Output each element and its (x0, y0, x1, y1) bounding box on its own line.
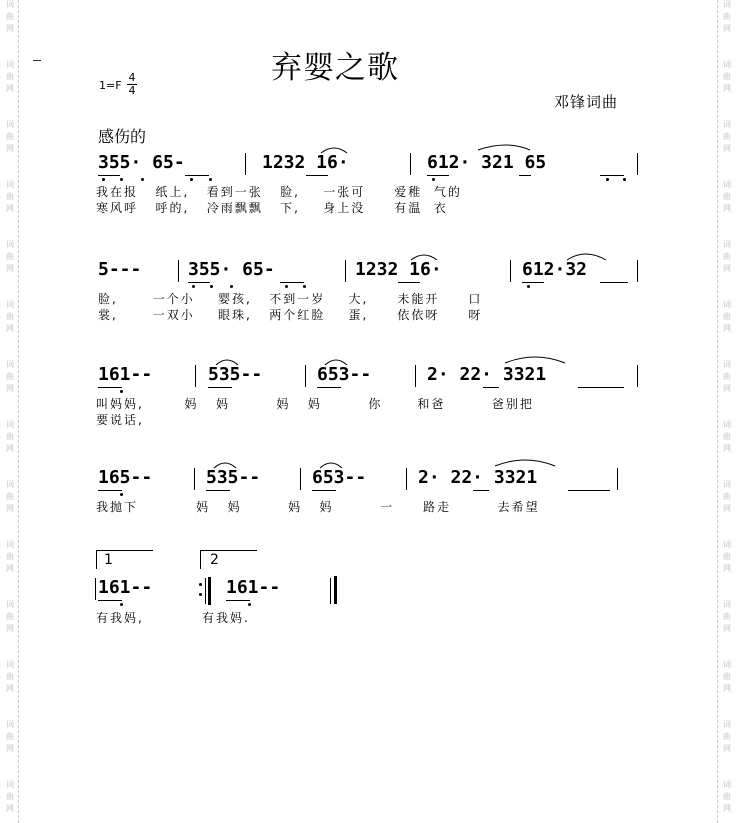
watermark-glyph: 网 (723, 24, 731, 33)
time-signature-top: 4 (128, 71, 136, 84)
measure: 5--- (98, 259, 142, 280)
watermark-glyph: 曲 (723, 12, 731, 21)
watermark-glyph: 曲 (6, 252, 14, 261)
first-ending-number: 1 (104, 552, 113, 568)
tempo-marking: 感伤的 (98, 127, 147, 146)
slur (321, 148, 347, 153)
watermark-glyph: 词 (6, 420, 14, 429)
second-ending-number: 2 (210, 552, 219, 568)
watermark-glyph: 词 (723, 420, 731, 429)
measure: 2· 22· 3321 (427, 364, 547, 385)
lyric-verse-1: 我在报 纸上, 看到一张 脸, 一张可 爱稚 气的 (96, 185, 462, 199)
slur (325, 360, 347, 365)
watermark-glyph: 曲 (723, 312, 731, 321)
song-title: 弃婴之歌 (271, 50, 399, 86)
watermark-glyph: 网 (6, 684, 14, 693)
measure: 1232 16· (262, 152, 349, 173)
key-signature: 1=F (99, 79, 122, 92)
watermark-glyph: 曲 (723, 252, 731, 261)
watermark-glyph: 网 (723, 144, 731, 153)
watermark-glyph: 网 (723, 384, 731, 393)
watermark-glyph: 曲 (6, 192, 14, 201)
watermark-glyph: 曲 (723, 192, 731, 201)
watermark-glyph: 词 (723, 540, 731, 549)
watermark-glyph: 网 (723, 804, 731, 813)
lyric-verse-2: 寒风呼 呼的, 冷雨飘飘 下, 身上没 有温 衣 (96, 201, 448, 215)
watermark-glyph: 网 (723, 504, 731, 513)
watermark-glyph: 曲 (723, 132, 731, 141)
watermark-glyph: 曲 (723, 732, 731, 741)
watermark-glyph: 词 (723, 780, 731, 789)
watermark-glyph: 曲 (6, 132, 14, 141)
lyric-verse-1: 我抛下 妈 妈 妈 妈 一 路走 去希望 (96, 500, 540, 514)
watermark-glyph: 词 (6, 300, 14, 309)
measure: 165-- (98, 467, 153, 488)
watermark-glyph: 网 (6, 804, 14, 813)
lyric-verse-2: 要说话, (96, 413, 144, 427)
measure: 355· 65- (188, 259, 275, 280)
watermark-glyph: 曲 (6, 12, 14, 21)
watermark-glyph: 曲 (6, 672, 14, 681)
watermark-glyph: 曲 (6, 432, 14, 441)
watermark-glyph: 词 (723, 720, 731, 729)
measure: 612·32 (522, 259, 588, 280)
measure: 161-- (98, 577, 153, 598)
watermark-glyph: 曲 (723, 552, 731, 561)
measure: 161-- (226, 577, 281, 598)
measure: 653-- (312, 467, 367, 488)
slur (495, 460, 555, 466)
slur (216, 360, 238, 365)
watermark-glyph: 曲 (6, 372, 14, 381)
watermark-glyph: 词 (6, 600, 14, 609)
measure: 535-- (208, 364, 263, 385)
watermark-glyph: 曲 (6, 792, 14, 801)
slur (411, 255, 437, 260)
watermark-glyph: 词 (723, 660, 731, 669)
watermark-glyph: 词 (6, 660, 14, 669)
author-credit: 邓锋词曲 (554, 93, 619, 111)
watermark-glyph: 词 (6, 120, 14, 129)
watermark-glyph: 网 (723, 564, 731, 573)
watermark-glyph: 词 (6, 180, 14, 189)
watermark-glyph: 曲 (723, 372, 731, 381)
watermark-glyph: 词 (6, 720, 14, 729)
watermark-glyph: 曲 (723, 672, 731, 681)
watermark-glyph: 网 (6, 144, 14, 153)
watermark-glyph: 网 (6, 204, 14, 213)
watermark-glyph: 网 (723, 684, 731, 693)
lyric-verse-1: 叫妈妈, 妈 妈 妈 妈 你 和爸 爸别把 (96, 397, 534, 411)
watermark-glyph: 曲 (723, 492, 731, 501)
watermark-glyph: 网 (723, 744, 731, 753)
watermark-glyph: 网 (723, 84, 731, 93)
watermark-glyph: 词 (723, 120, 731, 129)
watermark-glyph: 网 (723, 624, 731, 633)
slur (567, 254, 606, 260)
watermark-glyph: 网 (6, 504, 14, 513)
watermark-glyph: 曲 (6, 72, 14, 81)
watermark-glyph: 词 (6, 360, 14, 369)
lyric-verse-2: 裳, 一双小 眼珠, 两个红脸 蛋, 依依呀 呀 (98, 308, 483, 322)
watermark-glyph: 曲 (6, 492, 14, 501)
watermark-glyph: 词 (723, 480, 731, 489)
watermark-glyph: 曲 (723, 432, 731, 441)
measure: 355· 65- (98, 152, 185, 173)
slur (505, 357, 565, 363)
watermark-glyph: 词 (723, 300, 731, 309)
watermark-glyph: 曲 (723, 612, 731, 621)
measure: 1232 16· (355, 259, 442, 280)
watermark-glyph: 词 (6, 780, 14, 789)
watermark-glyph: 词 (6, 60, 14, 69)
time-signature-bottom: 4 (128, 84, 136, 97)
watermark-glyph: 网 (6, 444, 14, 453)
lyric-verse-1: 有我妈, 有我妈. (96, 611, 250, 625)
watermark-glyph: 网 (6, 24, 14, 33)
watermark-glyph: 曲 (6, 732, 14, 741)
watermark-glyph: 网 (6, 744, 14, 753)
watermark-glyph: 词 (723, 60, 731, 69)
slur (214, 463, 236, 468)
watermark-glyph: 曲 (723, 792, 731, 801)
watermark-glyph: 曲 (6, 312, 14, 321)
watermark-glyph: 词 (6, 240, 14, 249)
watermark-glyph: 词 (6, 540, 14, 549)
watermark-glyph: 词 (723, 240, 731, 249)
measure: 161-- (98, 364, 153, 385)
watermark-glyph: 词 (6, 0, 14, 9)
watermark-glyph: 网 (723, 204, 731, 213)
watermark-glyph: 网 (723, 444, 731, 453)
watermark-glyph: 词 (723, 180, 731, 189)
measure: 612· 321 65 (427, 152, 547, 173)
measure: 653-- (317, 364, 372, 385)
lyric-verse-1: 脸, 一个小 婴孩, 不到一岁 大, 未能开 口 (98, 292, 483, 306)
watermark-glyph: 网 (723, 264, 731, 273)
watermark-glyph: 词 (723, 360, 731, 369)
watermark-glyph: 网 (6, 384, 14, 393)
watermark-glyph: 曲 (6, 552, 14, 561)
watermark-glyph: 词 (723, 0, 731, 9)
slur (320, 463, 342, 468)
watermark-glyph: 网 (6, 624, 14, 633)
watermark-glyph: 网 (6, 564, 14, 573)
watermark-glyph: 网 (6, 84, 14, 93)
slur (478, 145, 530, 150)
watermark-glyph: 词 (723, 600, 731, 609)
measure: 2· 22· 3321 (418, 467, 538, 488)
watermark-glyph: 词 (6, 480, 14, 489)
measure: 535-- (206, 467, 261, 488)
watermark-glyph: 网 (6, 264, 14, 273)
watermark-glyph: 曲 (723, 72, 731, 81)
watermark-glyph: 网 (6, 324, 14, 333)
watermark-glyph: 曲 (6, 612, 14, 621)
watermark-glyph: 网 (723, 324, 731, 333)
